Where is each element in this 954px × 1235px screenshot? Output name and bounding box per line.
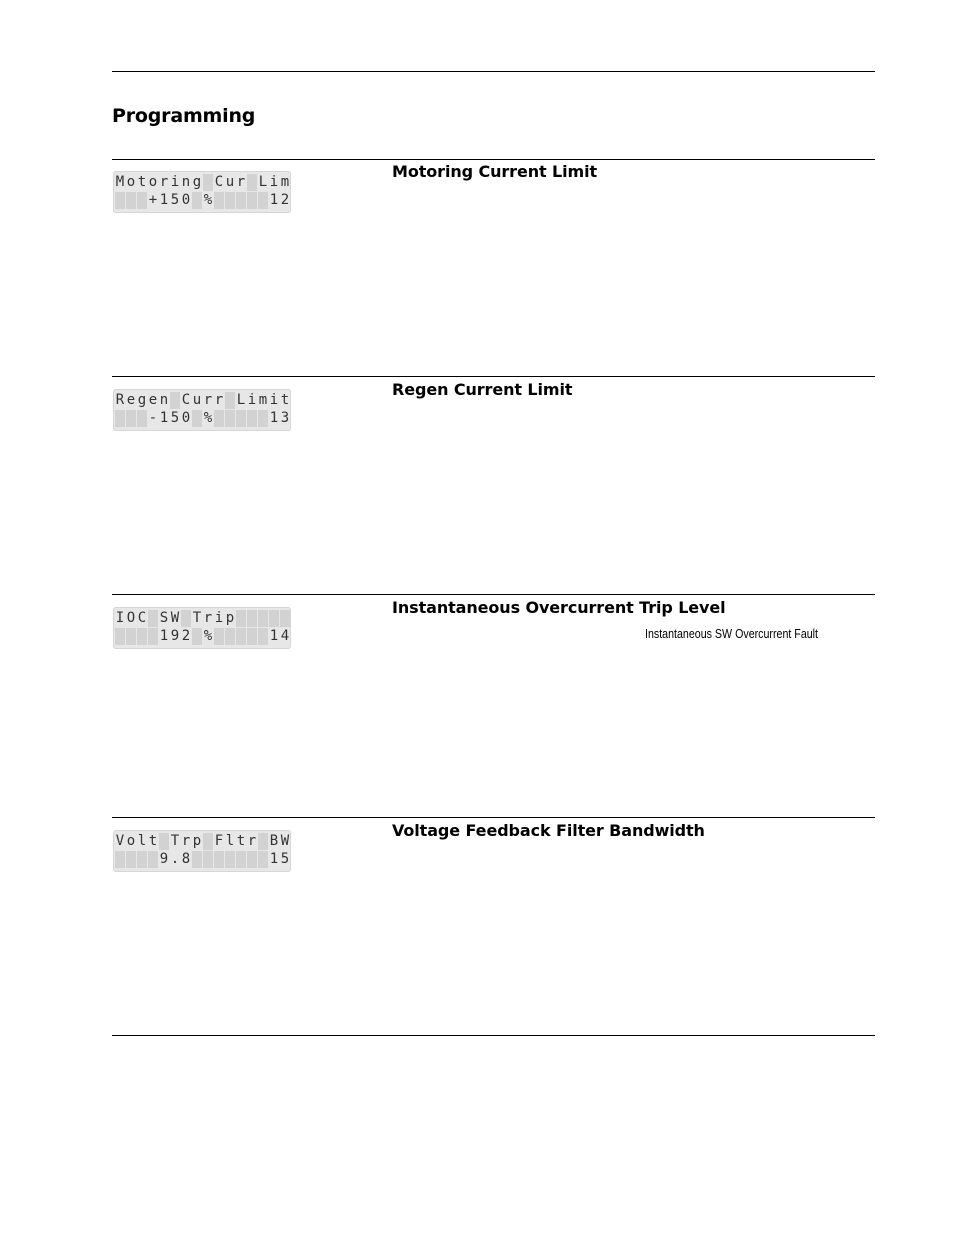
lcd-char-cell	[258, 410, 268, 427]
lcd-char-cell: r	[247, 833, 257, 849]
lcd-char-cell: V	[115, 833, 125, 849]
lcd-char-cell: i	[269, 392, 279, 408]
lcd-char-cell	[258, 192, 268, 209]
lcd-char-cell	[225, 392, 235, 409]
lcd-char-cell	[137, 628, 147, 645]
lcd-display	[113, 830, 291, 872]
lcd-char-cell	[236, 192, 246, 209]
lcd-line-1	[115, 610, 291, 627]
lcd-line-2	[115, 628, 291, 645]
lcd-char-cell	[115, 410, 125, 427]
lcd-char-cell	[236, 610, 246, 627]
lcd-char-cell: 1	[269, 628, 279, 644]
lcd-char-cell: 1	[269, 192, 279, 208]
lcd-char-cell: .	[170, 851, 180, 867]
lcd-char-cell	[115, 851, 125, 868]
lcd-line-1	[115, 392, 291, 409]
lcd-char-cell	[225, 628, 235, 645]
lcd-char-cell	[247, 628, 257, 645]
lcd-char-cell: r	[236, 174, 246, 190]
lcd-char-cell: u	[225, 174, 235, 190]
lcd-char-cell: e	[126, 392, 136, 408]
lcd-char-cell: 1	[159, 410, 169, 426]
lcd-char-cell	[148, 628, 158, 645]
lcd-char-cell: o	[148, 174, 158, 190]
lcd-char-cell	[247, 192, 257, 209]
lcd-char-cell: o	[126, 833, 136, 849]
lcd-char-cell: t	[137, 174, 147, 190]
lcd-display	[113, 389, 291, 431]
lcd-char-cell	[192, 628, 202, 645]
parameter-title: Motoring Current Limit	[392, 162, 598, 181]
lcd-char-cell	[214, 628, 224, 645]
lcd-char-cell	[214, 851, 224, 868]
lcd-char-cell: 5	[280, 851, 290, 867]
lcd-char-cell	[126, 192, 136, 209]
lcd-char-cell: I	[115, 610, 125, 626]
lcd-char-cell	[225, 192, 235, 209]
lcd-char-cell: r	[159, 174, 169, 190]
lcd-char-cell: T	[192, 610, 202, 626]
bottom-rule	[112, 1035, 875, 1036]
lcd-char-cell: g	[137, 392, 147, 408]
lcd-char-cell	[192, 410, 202, 427]
lcd-display	[113, 171, 291, 213]
parameter-title: Voltage Feedback Filter Bandwidth	[392, 821, 705, 840]
lcd-char-cell	[258, 610, 268, 627]
lcd-char-cell	[280, 610, 290, 627]
lcd-char-cell	[203, 174, 213, 191]
lcd-char-cell: 3	[280, 410, 290, 426]
lcd-char-cell: C	[137, 610, 147, 626]
lcd-char-cell: i	[269, 174, 279, 190]
lcd-char-cell	[126, 628, 136, 645]
fault-reference-note: Instantaneous SW Overcurrent Fault	[645, 626, 819, 641]
lcd-char-cell: 4	[280, 628, 290, 644]
lcd-char-cell: n	[181, 174, 191, 190]
parameter-title: Regen Current Limit	[392, 380, 573, 399]
lcd-line-2	[115, 410, 291, 427]
lcd-char-cell	[126, 851, 136, 868]
lcd-char-cell: 8	[181, 851, 191, 867]
lcd-line-1	[115, 833, 291, 850]
lcd-char-cell: B	[269, 833, 279, 849]
lcd-char-cell	[236, 410, 246, 427]
lcd-char-cell	[170, 392, 180, 409]
top-rule	[112, 71, 875, 72]
lcd-char-cell: W	[170, 610, 180, 626]
lcd-char-cell: +	[148, 192, 158, 208]
lcd-char-cell: 5	[170, 192, 180, 208]
lcd-char-cell: 9	[159, 851, 169, 867]
lcd-char-cell	[137, 192, 147, 209]
lcd-char-cell: m	[280, 174, 290, 190]
lcd-char-cell: %	[203, 192, 213, 208]
lcd-char-cell	[247, 610, 257, 627]
lcd-char-cell: 5	[170, 410, 180, 426]
lcd-char-cell: t	[148, 833, 158, 849]
parameter-title: Instantaneous Overcurrent Trip Level	[392, 598, 726, 617]
lcd-char-cell: e	[148, 392, 158, 408]
lcd-char-cell: 0	[181, 410, 191, 426]
lcd-char-cell: t	[236, 833, 246, 849]
lcd-char-cell	[236, 851, 246, 868]
lcd-char-cell	[148, 610, 158, 627]
lcd-char-cell	[225, 851, 235, 868]
lcd-char-cell: t	[280, 392, 290, 408]
lcd-char-cell	[137, 851, 147, 868]
lcd-char-cell: 1	[159, 628, 169, 644]
lcd-char-cell: r	[214, 392, 224, 408]
lcd-char-cell	[192, 192, 202, 209]
lcd-char-cell: %	[203, 410, 213, 426]
lcd-char-cell: p	[225, 610, 235, 626]
lcd-char-cell	[258, 628, 268, 645]
lcd-char-cell	[126, 410, 136, 427]
lcd-char-cell	[236, 628, 246, 645]
lcd-line-1	[115, 174, 291, 191]
lcd-char-cell: n	[159, 392, 169, 408]
lcd-char-cell: S	[159, 610, 169, 626]
lcd-char-cell	[269, 610, 279, 627]
lcd-char-cell: C	[214, 174, 224, 190]
page-title: Programming	[112, 105, 256, 127]
lcd-char-cell: 0	[181, 192, 191, 208]
lcd-char-cell: i	[247, 392, 257, 408]
lcd-char-cell: o	[126, 174, 136, 190]
lcd-char-cell: p	[192, 833, 202, 849]
lcd-char-cell	[137, 410, 147, 427]
lcd-char-cell	[203, 833, 213, 850]
lcd-char-cell	[115, 628, 125, 645]
lcd-char-cell	[214, 410, 224, 427]
lcd-char-cell	[247, 410, 257, 427]
lcd-char-cell: W	[280, 833, 290, 849]
section-divider	[112, 594, 875, 595]
lcd-char-cell	[258, 851, 268, 868]
lcd-char-cell: r	[203, 610, 213, 626]
lcd-char-cell: R	[115, 392, 125, 408]
lcd-char-cell: L	[236, 392, 246, 408]
lcd-char-cell	[192, 851, 202, 868]
lcd-char-cell	[247, 851, 257, 868]
lcd-char-cell: F	[214, 833, 224, 849]
lcd-char-cell: O	[126, 610, 136, 626]
lcd-char-cell: l	[225, 833, 235, 849]
lcd-char-cell: i	[170, 174, 180, 190]
lcd-char-cell: C	[181, 392, 191, 408]
lcd-char-cell: L	[258, 174, 268, 190]
lcd-char-cell: i	[214, 610, 224, 626]
lcd-char-cell	[181, 610, 191, 627]
lcd-char-cell: g	[192, 174, 202, 190]
lcd-char-cell: r	[203, 392, 213, 408]
lcd-line-2	[115, 192, 291, 209]
lcd-char-cell	[115, 192, 125, 209]
section-divider	[112, 817, 875, 818]
lcd-display	[113, 607, 291, 649]
lcd-char-cell: T	[170, 833, 180, 849]
lcd-char-cell: 1	[269, 410, 279, 426]
lcd-char-cell: -	[148, 410, 158, 426]
lcd-char-cell: m	[258, 392, 268, 408]
lcd-char-cell: l	[137, 833, 147, 849]
lcd-char-cell	[214, 192, 224, 209]
lcd-char-cell	[258, 833, 268, 850]
lcd-char-cell	[203, 851, 213, 868]
lcd-char-cell	[148, 851, 158, 868]
lcd-char-cell: 2	[181, 628, 191, 644]
lcd-char-cell: 9	[170, 628, 180, 644]
lcd-char-cell	[247, 174, 257, 191]
lcd-char-cell	[159, 833, 169, 850]
lcd-char-cell: 2	[280, 192, 290, 208]
section-divider	[112, 159, 875, 160]
lcd-char-cell: M	[115, 174, 125, 190]
section-divider	[112, 376, 875, 377]
lcd-char-cell	[225, 410, 235, 427]
lcd-char-cell: 1	[159, 192, 169, 208]
lcd-line-2	[115, 851, 291, 868]
lcd-char-cell: 1	[269, 851, 279, 867]
lcd-char-cell: %	[203, 628, 213, 644]
lcd-char-cell: r	[181, 833, 191, 849]
lcd-char-cell: u	[192, 392, 202, 408]
